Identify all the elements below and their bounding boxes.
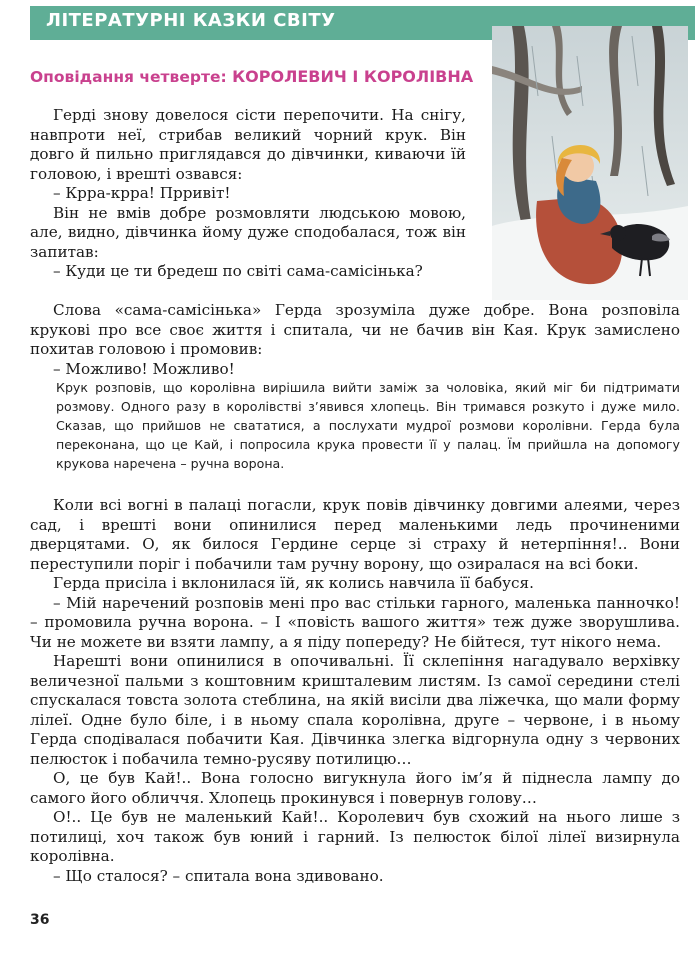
paragraph: Слова «сама-самісінька» Герда зрозуміла дуже добре. Вона розповіла крукові про все своє життя і спитала, чи не бачив він Кая. Крук замислено похитав головою і промовив: <box>30 301 680 358</box>
illustration-girl-and-crow <box>492 26 688 300</box>
paragraph: – Куди це ти бредеш по світі сама-самісінька? <box>53 262 423 280</box>
paragraph: – Можливо! Можливо! <box>53 359 235 378</box>
text-block-main <box>30 496 680 886</box>
story-title-name: КОРОЛЕВИЧ І КОРОЛІВНА <box>232 67 474 86</box>
plot-summary: Крук розповів, що королівна вирішила вийти заміж за чоловіка, який міг би підтримати розмову. Одного разу в королівстві з’явився хлопець. Він тримався розкуто і дуже мило. Сказав, що прийшов не свататися, а послухати мудрої розмови королівни. Герда була переконана, що це Кай, і попросила крука провести її у палац. Їм прийшла на допомогу крукова наречена – ручна ворона. <box>56 380 680 471</box>
section-title: ЛІТЕРАТУРНІ КАЗКИ СВІТУ <box>46 10 336 31</box>
paragraph: Герда присіла і вклонилася їй, як колись навчила її бабуся. <box>53 574 534 592</box>
paragraph: О!.. Це був не маленький Кай!.. Королевич був схожий на нього лише з потилиці, хоч також був юний і гарний. Із пелюсток білої лілеї визирнула королівна. <box>30 808 680 865</box>
story-title <box>30 67 473 86</box>
paragraph: Коли всі вогні в палаці погасли, крук повів дівчинку довгими алеями, через сад, і врешті вони опинилися перед маленькими ледь прочиненими дверцятами. О, як билося Гердине серце зі страху й нетерпіння!.. Вони переступили поріг і побачили там ручну ворону, що озиралася на всі боки. <box>30 496 680 573</box>
paragraph: Нарешті вони опинилися в опочивальні. Її склепіння нагадувало верхівку величезної пальми з коштовним кришталевим листям. Із самої середини стелі спускалася товста золота стеблина, на якій висіли два ліжечка, що мали форму лілеї. Одне було біле, і в ньому спала королівна, друге – червоне, і в ньому Герда сподівалася побачити Кая. Дівчинка злегка відгорнула одну з червоних пелюсток і побачила темно-русяву потилицю… <box>30 652 680 768</box>
paragraph: – Крра-крра! Прривіт! <box>53 184 231 202</box>
paragraph: О, це був Кай!.. Вона голосно вигукнула його ім’я й піднесла лампу до самого його обличчя. Хлопець прокинувся і повернув голову… <box>30 769 680 807</box>
text-block-full-width <box>30 301 680 379</box>
paragraph: – Що сталося? – спитала вона здивовано. <box>53 866 384 885</box>
text-block-beside-image <box>30 106 466 282</box>
paragraph: – Мій наречений розповів мені про вас стільки гарного, маленька панночко! – промовила ручна ворона. – І «повість вашого життя» теж дуже зворушлива. Чи не можете ви взяти лампу, а я піду попереду? Не бійтеся, тут нікого нема. <box>30 593 680 651</box>
paragraph: Він не вмів добре розмовляти людською мовою, але, видно, дівчинка йому дуже сподобалася, тож він запитав: <box>30 203 466 261</box>
paragraph: Герді знову довелося сісти перепочити. На снігу, навпроти неї, стрибав великий чорний крук. Він довго й пильно приглядався до дівчинки, киваючи їй головою, і врешті озвався: <box>30 106 466 183</box>
page-number: 36 <box>30 912 50 928</box>
story-title-prefix: Оповідання четверте: <box>30 68 227 86</box>
